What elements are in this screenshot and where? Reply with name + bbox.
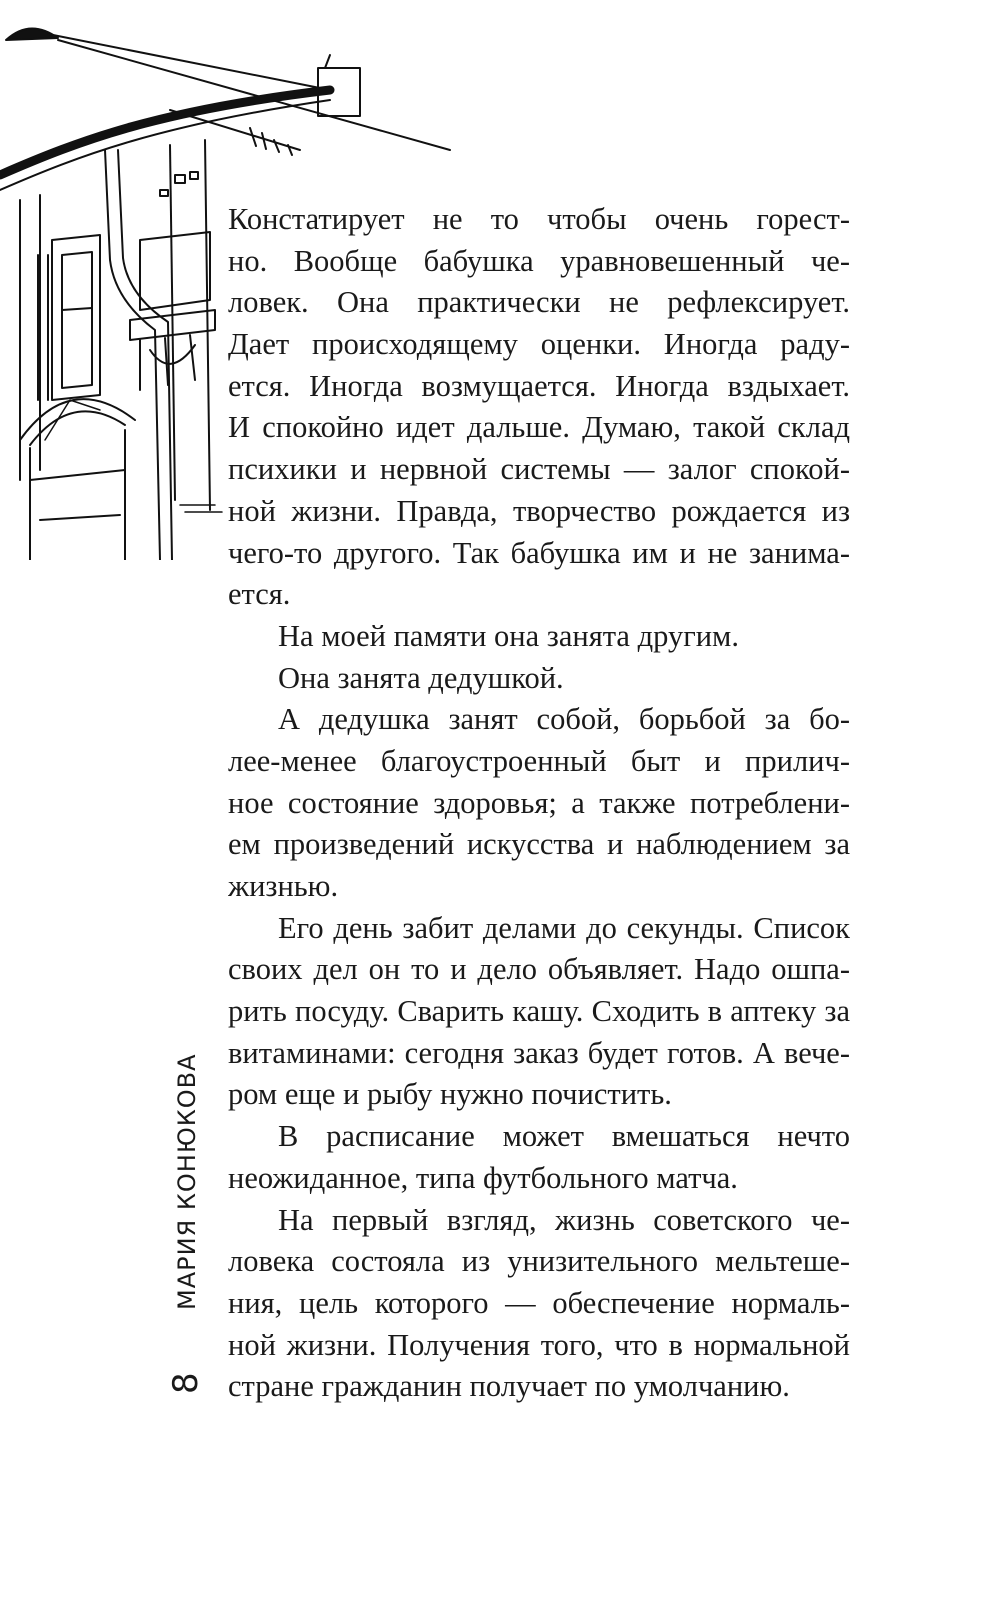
text-line: ется. Иногда возмущается. Иногда вздыхает. — [228, 368, 850, 403]
page-number-text: 8 — [166, 1372, 206, 1394]
text-line: Его день забит делами до секунды. Список — [278, 910, 850, 945]
text-line: лее-менее благоустроенный быт и прилич- — [228, 743, 850, 778]
text-line: Констатирует не то чтобы очень горест- — [228, 202, 850, 236]
text-line: ное состояние здоровья; а также потреблени- — [228, 785, 850, 820]
body-text — [228, 199, 850, 1408]
text-line: В расписание может вмешаться нечто — [278, 1119, 850, 1154]
text-line: На моей памяти она занята другим. — [278, 618, 739, 653]
text-line: Она занята дедушкой. — [278, 660, 564, 695]
text-line: ем произведений искусства и наблюдением за — [228, 827, 850, 862]
text-line: стране гражданин получает по умолчанию. — [228, 1369, 790, 1404]
author-name-text: МАРИЯ КОНЮКОВА — [173, 1053, 201, 1310]
text-line: ром еще и рыбу нужно почистить. — [228, 1077, 672, 1112]
text-line: ловек. Она практически не рефлексирует. — [228, 285, 850, 320]
text-line: жизнью. — [228, 869, 339, 903]
text-line: но. Вообще бабушка уравновешенный че- — [228, 243, 850, 278]
text-line: чего-то другого. Так бабушка им и не занима- — [228, 535, 850, 570]
page-number — [165, 1360, 205, 1400]
text-line: рить посуду. Сварить кашу. Сходить в аптеку за — [228, 994, 850, 1029]
text-line: ной жизни. Правда, творчество рождается из — [228, 493, 850, 528]
text-line: ной жизни. Получения того, что в нормальной — [228, 1327, 850, 1362]
text-line: А дедушка занят собой, борьбой за бо- — [278, 702, 850, 737]
text-line: витаминами: сегодня заказ будет готов. А вече- — [228, 1035, 850, 1070]
text-line: На первый взгляд, жизнь советского че- — [278, 1202, 850, 1237]
text-line: своих дел он то и дело объявляет. Надо ошпа- — [228, 952, 850, 987]
author-name — [170, 1053, 206, 1310]
text-line: ется. — [228, 577, 291, 612]
text-line: психики и нервной системы — залог спокой- — [228, 452, 850, 487]
text-line: Дает происходящему оценки. Иногда раду- — [228, 327, 850, 362]
text-line: ловека состояла из унизительного мельтеше- — [228, 1244, 850, 1279]
text-line: неожиданное, типа футбольного матча. — [228, 1160, 738, 1195]
text-line: ния, цель которого — обеспечение нормаль- — [228, 1285, 850, 1320]
text-line: И спокойно идет дальше. Думаю, такой склад — [228, 410, 850, 445]
